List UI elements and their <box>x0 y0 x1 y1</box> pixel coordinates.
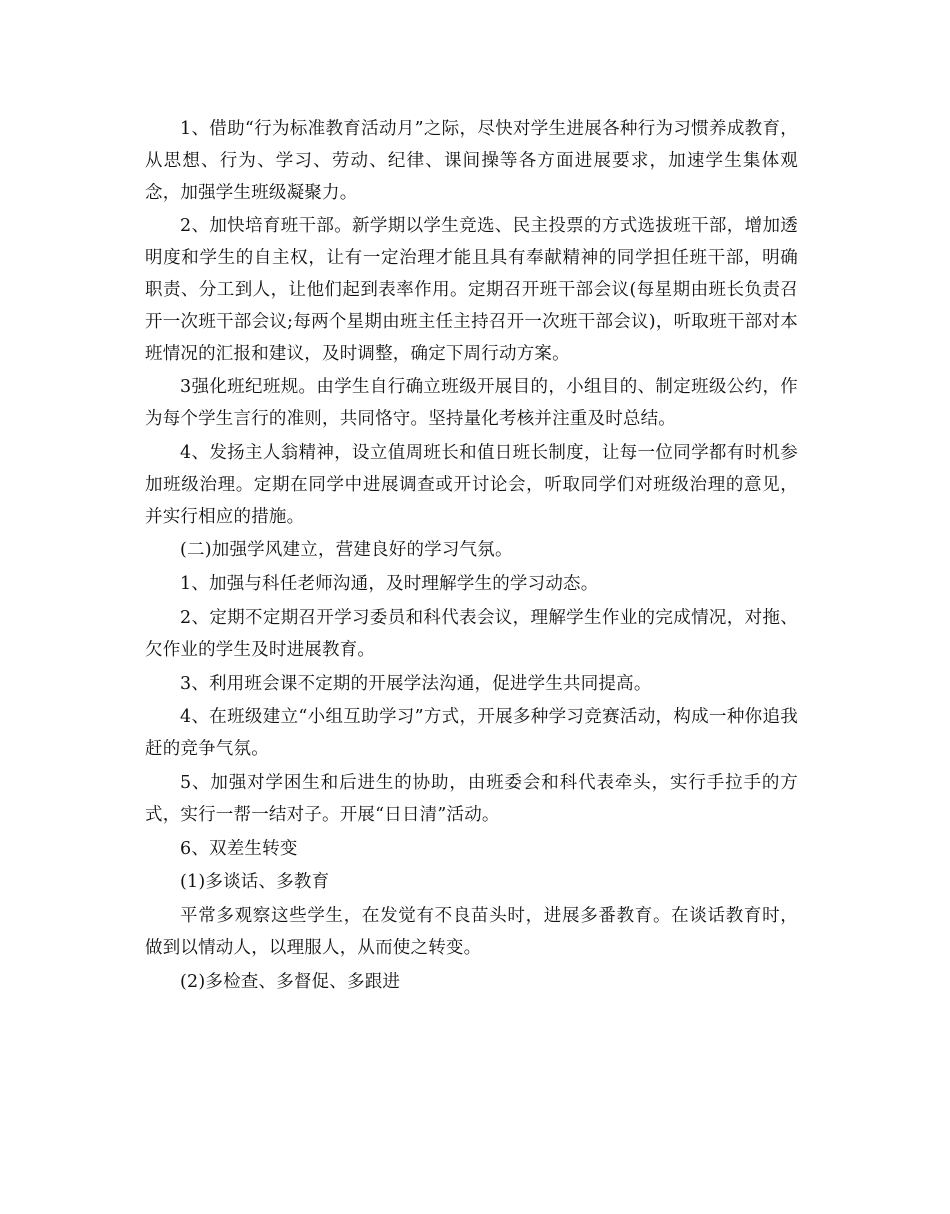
paragraph-class-cadres: 2、加快培育班干部。新学期以学生竞选、民主投票的方式选拔班干部，增加透明度和学生的自主权，让有一定治理才能且具有奉献精神的同学担任班干部，明确职责、分工到人，让他们起到表率作用。定期召开班干部会议(每星期由班长负责召开一次班干部会议;每两个星期由班主任主持召开一次班干部会议)，听取班干部对本班情况的汇报和建议，及时调整，确定下周行动方案。 <box>145 216 798 364</box>
paragraph-more-talk-education: (1)多谈话、多教育 <box>180 872 330 893</box>
paragraph-double-poor-transform: 6、双差生转变 <box>180 838 298 859</box>
paragraph-group-mutual-learning: 4、在班级建立“小组互助学习”方式，开展多种学习竞赛活动，构成一种你追我赶的竞争气氛。 <box>145 707 798 760</box>
paragraph-class-rules: 3强化班纪班规。由学生自行确立班级开展目的，小组目的、制定班级公约，作为每个学生言行的准则，共同恪守。坚持量化考核并注重及时总结。 <box>145 377 798 430</box>
paragraph-more-check-supervise: (2)多检查、多督促、多跟进 <box>180 971 401 992</box>
paragraph-behavior-month: 1、借助“行为标准教育活动月”之际，尽快对学生进展各种行为习惯养成教育，从思想、行为、学习、劳动、纪律、课间操等各方面进展要求，加速学生集体观念，加强学生班级凝聚力。 <box>145 119 798 203</box>
paragraph-observation: 平常多观察这些学生，在发觉有不良苗头时，进展多番教育。在谈话教育时，做到以情动人，以理服人，从而使之转变。 <box>145 906 798 958</box>
paragraph-teacher-communication: 1、加强与科任老师沟通，及时理解学生的学习动态。 <box>180 574 599 595</box>
paragraph-class-meeting-methods: 3、利用班会课不定期的开展学法沟通，促进学生共同提高。 <box>180 673 652 694</box>
paragraph-section-study-style: (二)加强学风建立，营建良好的学习气氛。 <box>180 540 513 561</box>
paragraph-ownership-spirit: 4、发扬主人翁精神，设立值周班长和值日班长制度，让每一位同学都有时机参加班级治理。定期在同学中进展调查或开讨论会，听取同学们对班级治理的意见，并实行相应的措施。 <box>145 442 798 527</box>
paragraph-study-committee-meeting: 2、定期不定期召开学习委员和科代表会议，理解学生作业的完成情况，对拖、欠作业的学生及时进展教育。 <box>145 607 798 660</box>
paragraph-help-struggling-students: 5、加强对学困生和后进生的协助，由班委会和科代表牵头，实行手拉手的方式，实行一帮一结对子。开展“日日清”活动。 <box>145 772 798 825</box>
